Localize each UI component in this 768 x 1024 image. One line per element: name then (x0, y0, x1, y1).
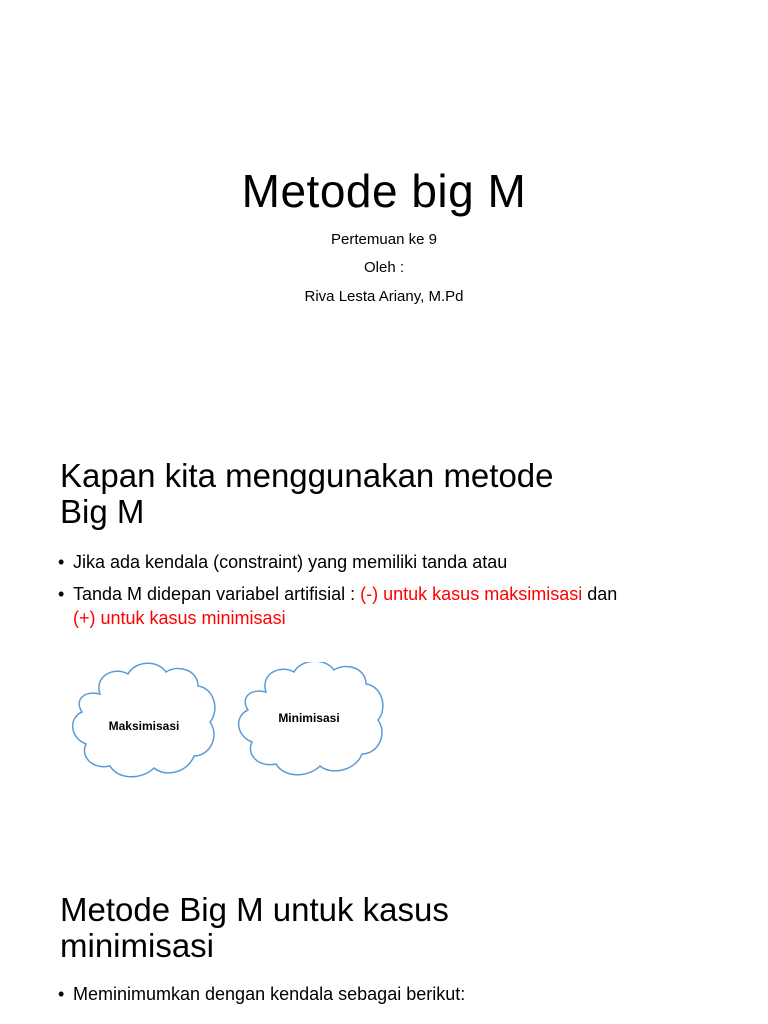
bullet-dot: • (58, 552, 65, 572)
bullet-text-plain: Tanda M didepan variabel artifisial : (73, 584, 361, 604)
bullet-text (58, 582, 718, 630)
slide-3 (0, 862, 768, 1024)
slide-2-bullet-1 (58, 550, 718, 574)
bullet-dot: • (58, 584, 65, 604)
slide-3-bullet-1 (58, 982, 718, 1006)
slide-1 (0, 0, 768, 430)
cloud-minimisasi (234, 662, 384, 778)
minimization-note: (+) untuk kasus minimisasi (73, 608, 286, 628)
cloud-label-minimisasi: Minimisasi (278, 711, 340, 725)
cloud-label-maksimisasi: Maksimisasi (108, 719, 180, 733)
slide-2-bullet-2 (58, 582, 718, 630)
slide-title: Metode big M (241, 165, 527, 217)
slide-3-heading (60, 892, 740, 964)
bullet-text-conjunction: dan (582, 584, 618, 604)
slide-2-heading-line-1: Kapan kita menggunakan metode (60, 457, 554, 494)
bullet-dot: • (58, 984, 65, 1004)
bullet-text: Meminimumkan dengan kendala sebagai berikut: (73, 984, 466, 1004)
slide-2 (0, 430, 768, 862)
meeting-number: Pertemuan ke 9 (331, 231, 437, 248)
slide-3-heading-line-1: Metode Big M untuk kasus (60, 891, 449, 928)
author-name: Riva Lesta Ariany, M.Pd (304, 288, 464, 305)
slide-3-heading-line-2: minimisasi (60, 927, 215, 964)
maximization-note: (-) untuk kasus maksimisasi (360, 584, 583, 604)
slide-2-heading-line-2: Big M (60, 493, 145, 530)
author-prefix: Oleh : (363, 259, 405, 276)
slide-2-heading (60, 458, 740, 530)
cloud-maksimisasi (70, 662, 218, 780)
bullet-text: Jika ada kendala (constraint) yang memiliki tanda atau (73, 552, 508, 572)
